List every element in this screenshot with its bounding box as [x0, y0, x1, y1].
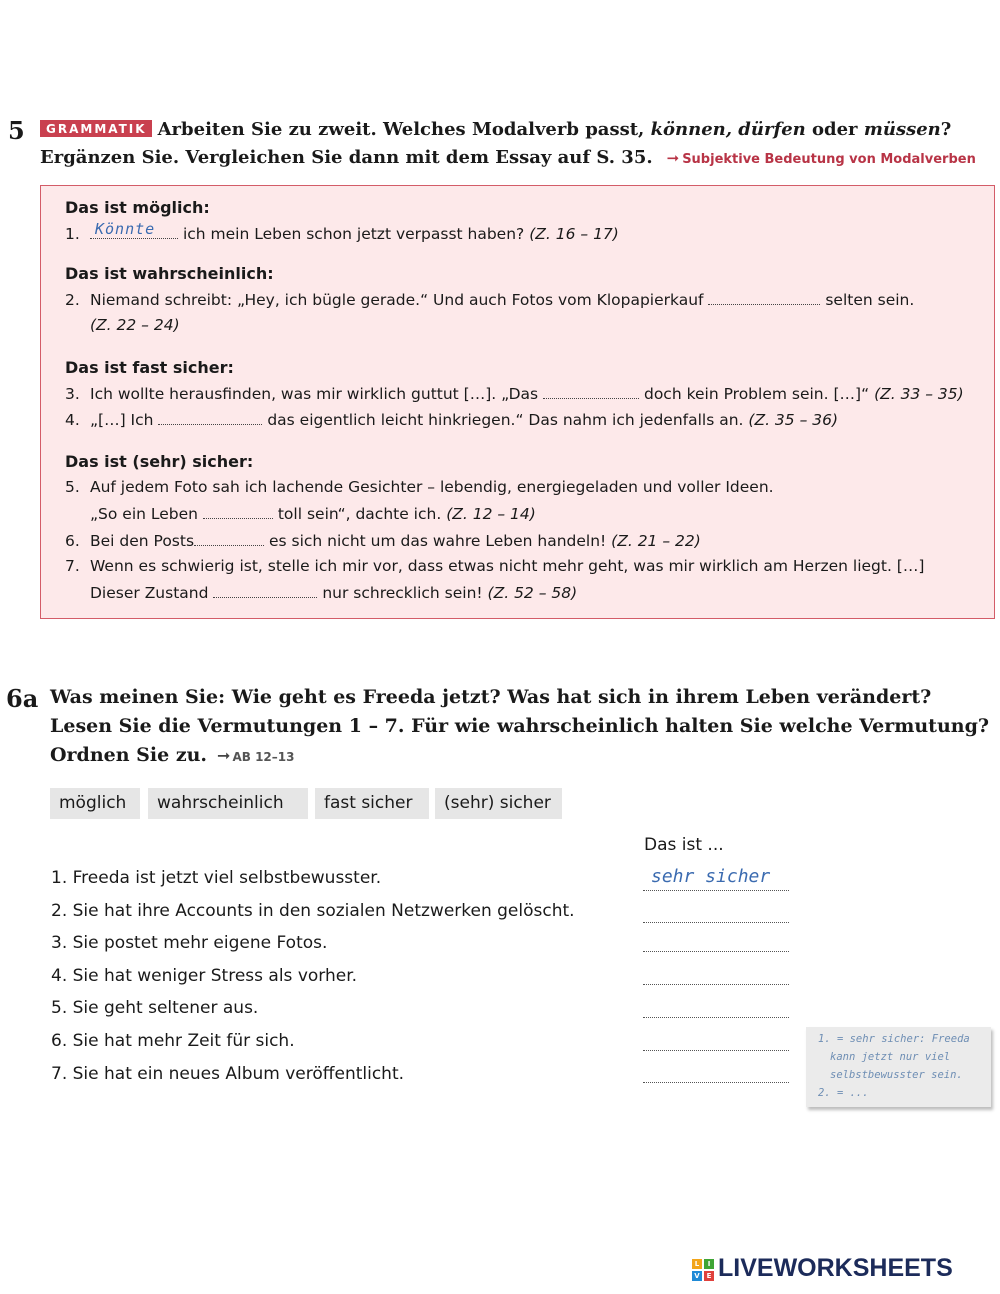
- statement-2: 2. Sie hat ihre Accounts in den sozialen Netzwerken gelöscht.: [51, 901, 575, 921]
- item-text: das eigentlich leicht hinkriegen.“ Das nahm ich jedenfalls an.: [267, 411, 744, 429]
- item-number: 7.: [65, 557, 80, 575]
- grammar-item-5-continued: [90, 504, 536, 523]
- note-line: selbstbewusster sein.: [830, 1069, 963, 1081]
- answer-blank-1[interactable]: [90, 220, 178, 239]
- item-number: 5.: [65, 478, 80, 496]
- instruction-verb: müssen: [863, 119, 941, 140]
- answer-line-4[interactable]: [643, 964, 789, 985]
- answer-blank-5[interactable]: [203, 504, 273, 519]
- task-6a-instruction-line-2: Lesen Sie die Vermutungen 1 – 7. Für wie wahrscheinlich halten Sie welche Vermutung?: [50, 715, 989, 737]
- grammar-item-5: [65, 478, 774, 496]
- note-line: 1. = sehr sicher: Freeda: [818, 1033, 970, 1045]
- liveworksheets-logo-icon: [692, 1259, 716, 1281]
- item-text: Auf jedem Foto sah ich lachende Gesichter – lebendig, energiegeladen und voller Ideen.: [90, 478, 774, 496]
- arrow-right-icon: ➞: [666, 149, 680, 167]
- answer-blank-6[interactable]: [194, 531, 264, 546]
- task-6a-number: 6a: [6, 684, 39, 713]
- logo-tile: L: [692, 1259, 702, 1269]
- answer-line-2[interactable]: [643, 902, 789, 923]
- item-text: Ich wollte herausfinden, was mir wirklich guttut […]. „Das: [90, 385, 539, 403]
- statement-7: 7. Sie hat ein neues Album veröffentlicht.: [51, 1064, 405, 1084]
- statement-3: 3. Sie postet mehr eigene Fotos.: [51, 933, 328, 953]
- line-reference: (Z. 21 – 22): [611, 532, 701, 550]
- grammar-reference-label: Subjektive Bedeutung von Modalverben: [682, 152, 976, 167]
- item-text: Wenn es schwierig ist, stelle ich mir vor, dass etwas nicht mehr geht, was mir wirklich am Herzen liegt. […]: [90, 557, 925, 575]
- section-title-probable: Das ist wahrscheinlich:: [65, 264, 274, 283]
- grammar-item-1: [65, 220, 619, 243]
- section-title-possible: Das ist möglich:: [65, 198, 210, 217]
- item-text: Dieser Zustand: [90, 584, 209, 602]
- statement-6: 6. Sie hat mehr Zeit für sich.: [51, 1031, 295, 1051]
- grammar-item-7: [65, 557, 924, 575]
- logo-tile: I: [704, 1259, 714, 1269]
- column-header: Das ist ...: [644, 835, 724, 855]
- arrow-right-icon: ➞: [217, 746, 231, 765]
- workbook-reference: [217, 746, 295, 765]
- handwritten-answer: Könnte: [95, 220, 156, 238]
- item-number: 2.: [65, 291, 80, 309]
- task-5-number: 5: [8, 116, 25, 145]
- task-6a-instruction-line-1: Was meinen Sie: Wie geht es Freeda jetzt? Was hat sich in ihrem Leben verändert?: [50, 686, 932, 708]
- item-number: 6.: [65, 532, 80, 550]
- line-reference: (Z. 12 – 14): [446, 505, 536, 523]
- instruction-text: Arbeiten Sie zu zweit. Welches Modalverb passt,: [157, 119, 651, 140]
- liveworksheets-logo-text: LIVEWORKSHEETS: [718, 1254, 953, 1282]
- grammar-item-7-continued: [90, 583, 577, 602]
- item-text: ich mein Leben schon jetzt verpasst haben?: [182, 225, 525, 243]
- logo-tile: E: [704, 1271, 714, 1281]
- item-text: selten sein.: [825, 291, 915, 309]
- grammar-item-2: [65, 290, 914, 309]
- grammar-box: [40, 185, 995, 619]
- answer-blank-2[interactable]: [708, 290, 820, 305]
- instruction-verbs: können, dürfen: [650, 119, 806, 140]
- answer-line-6[interactable]: [643, 1030, 789, 1051]
- answer-line-7[interactable]: [643, 1062, 789, 1083]
- grammar-item-3: [65, 384, 964, 403]
- item-text: toll sein“, dachte ich.: [277, 505, 442, 523]
- task-5-instruction-line-2: [40, 147, 976, 168]
- answer-line-1[interactable]: [643, 866, 789, 891]
- item-number: 3.: [65, 385, 80, 403]
- statement-4: 4. Sie hat weniger Stress als vorher.: [51, 966, 358, 986]
- grammar-item-4: [65, 410, 838, 429]
- task-5-instruction-line-1: [40, 119, 951, 140]
- line-reference: (Z. 22 – 24): [90, 316, 180, 334]
- example-note-card: [806, 1027, 991, 1107]
- line-reference: (Z. 33 – 35): [874, 385, 964, 403]
- section-title-very-sure: Das ist (sehr) sicher:: [65, 452, 254, 471]
- grammatik-badge: GRAMMATIK: [40, 120, 152, 137]
- item-number: 1.: [65, 225, 80, 243]
- note-line: 2. = ...: [818, 1087, 869, 1099]
- answer-blank-4[interactable]: [158, 410, 262, 425]
- logo-tile: V: [692, 1271, 702, 1281]
- answer-blank-3[interactable]: [543, 384, 639, 399]
- workbook-reference-label: AB 12–13: [232, 750, 295, 764]
- instruction-text: Ordnen Sie zu.: [50, 744, 208, 766]
- grammar-reference: [666, 149, 976, 167]
- answer-blank-7[interactable]: [213, 583, 317, 598]
- answer-line-3[interactable]: [643, 931, 789, 952]
- statement-1: 1. Freeda ist jetzt viel selbstbewusster.: [51, 868, 382, 888]
- instruction-text: Ergänzen Sie. Vergleichen Sie dann mit dem Essay auf S. 35.: [40, 147, 653, 168]
- handwritten-answer: sehr sicher: [651, 866, 771, 887]
- task-6a-instruction-line-3: [50, 744, 294, 766]
- instruction-text: ?: [940, 119, 952, 140]
- item-text: doch kein Problem sein. […]“: [643, 385, 870, 403]
- item-text: Bei den Posts: [90, 532, 195, 550]
- grammar-item-6: [65, 531, 701, 550]
- line-reference: (Z. 35 – 36): [748, 411, 839, 429]
- word-chip-moeglich[interactable]: möglich: [50, 788, 140, 819]
- line-reference: (Z. 52 – 58): [487, 584, 578, 602]
- item-number: 4.: [65, 411, 80, 429]
- statement-5: 5. Sie geht seltener aus.: [51, 998, 259, 1018]
- word-chip-fast-sicher[interactable]: fast sicher: [315, 788, 429, 819]
- section-title-almost-sure: Das ist fast sicher:: [65, 358, 234, 377]
- word-chip-wahrscheinlich[interactable]: wahrscheinlich: [148, 788, 308, 819]
- item-text: „So ein Leben: [90, 505, 198, 523]
- line-reference: (Z. 16 – 17): [529, 225, 619, 243]
- answer-line-5[interactable]: [643, 997, 789, 1018]
- item-text: „[…] Ich: [90, 411, 154, 429]
- instruction-text: oder: [805, 119, 864, 140]
- note-line: kann jetzt nur viel: [830, 1051, 951, 1063]
- word-chip-sehr-sicher[interactable]: (sehr) sicher: [435, 788, 562, 819]
- item-text: nur schrecklich sein!: [322, 584, 483, 602]
- item-text: es sich nicht um das wahre Leben handeln!: [268, 532, 607, 550]
- item-text: Niemand schreibt: „Hey, ich bügle gerade.“ Und auch Fotos vom Klopapierkauf: [90, 291, 704, 309]
